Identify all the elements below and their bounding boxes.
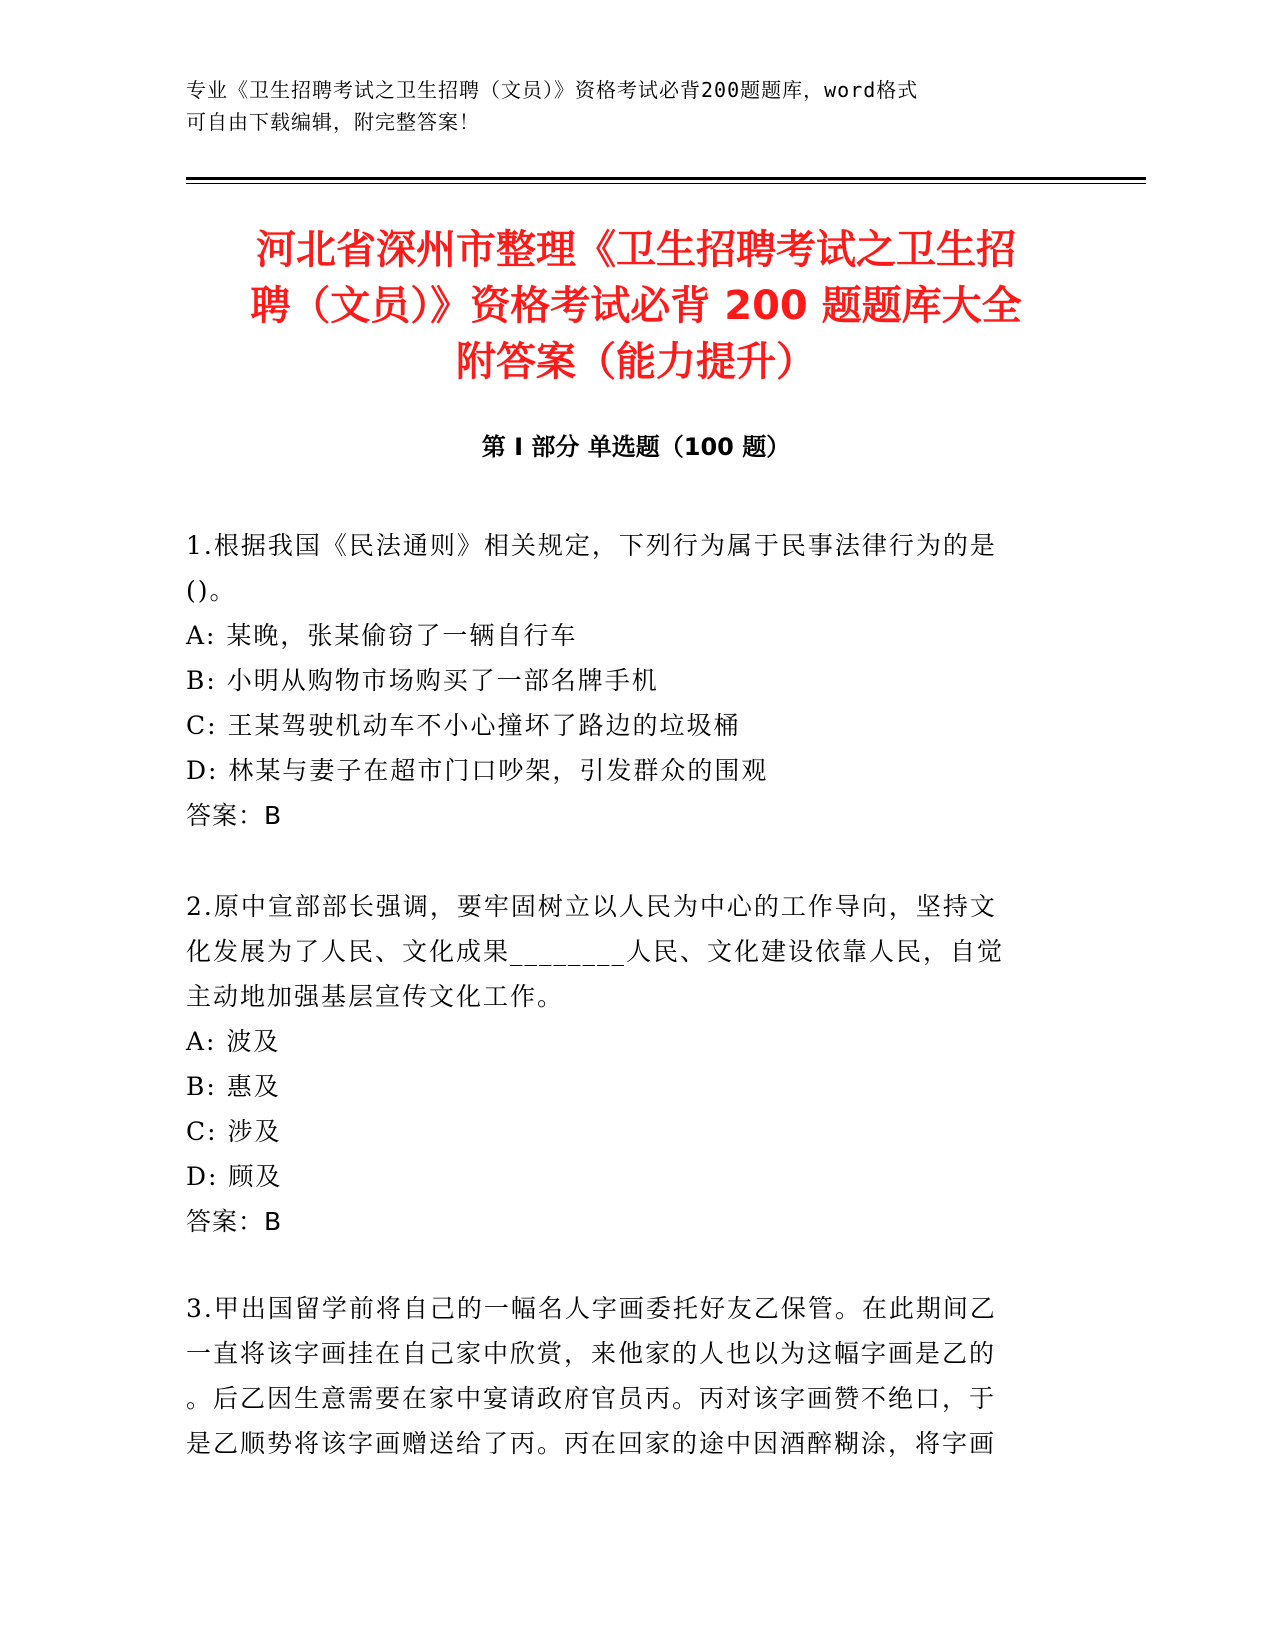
question-stem-line: 1.根据我国《民法通则》相关规定，下列行为属于民事法律行为的是 bbox=[186, 531, 997, 560]
document-title bbox=[186, 222, 1086, 390]
option-a: A: 某晚，张某偷窃了一辆自行车 bbox=[186, 621, 578, 650]
question-3 bbox=[186, 1286, 1056, 1466]
option-b: B: 惠及 bbox=[186, 1072, 281, 1101]
question-stem-line: 3.甲出国留学前将自己的一幅名人字画委托好友乙保管。在此期间乙 bbox=[186, 1294, 997, 1323]
option-b: B: 小明从购物市场购买了一部名牌手机 bbox=[186, 666, 659, 695]
question-stem-line: ()。 bbox=[186, 576, 237, 605]
header-note-line-1: 专业《卫生招聘考试之卫生招聘（文员）》资格考试必背200题题库，word格式 bbox=[186, 78, 919, 102]
question-stem-line: 是乙顺势将该字画赠送给了丙。丙在回家的途中因酒醉糊涂，将字画 bbox=[186, 1429, 997, 1458]
question-1 bbox=[186, 523, 1056, 838]
answer: 答案：B bbox=[186, 1207, 283, 1236]
question-stem-line: 主动地加强基层宣传文化工作。 bbox=[186, 982, 565, 1011]
document-title-line-2: 聘（文员）》资格考试必背 200 题题库大全 bbox=[250, 283, 1022, 329]
option-a: A: 波及 bbox=[186, 1027, 281, 1056]
question-stem-line: 一直将该字画挂在自己家中欣赏，来他家的人也以为这幅字画是乙的 bbox=[186, 1339, 997, 1368]
option-c: C: 涉及 bbox=[186, 1117, 282, 1146]
header-divider-thin bbox=[186, 183, 1146, 184]
answer: 答案：B bbox=[186, 801, 283, 830]
question-2 bbox=[186, 884, 1056, 1244]
question-stem-line: 2.原中宣部部长强调，要牢固树立以人民为中心的工作导向，坚持文 bbox=[186, 892, 997, 921]
document-title-line-1: 河北省深州市整理《卫生招聘考试之卫生招 bbox=[256, 227, 1016, 273]
header-note-line-2: 可自由下载编辑，附完整答案！ bbox=[186, 110, 480, 134]
header-note bbox=[186, 74, 1066, 138]
section-title: 第 I 部分 单选题（100 题） bbox=[481, 433, 791, 461]
option-d: D: 林某与妻子在超市门口吵架，引发群众的围观 bbox=[186, 756, 769, 785]
question-stem-line: 化发展为了人民、文化成果________人民、文化建设依靠人民，自觉 bbox=[186, 937, 1005, 966]
header-divider-thick bbox=[186, 177, 1146, 180]
option-d: D: 顾及 bbox=[186, 1162, 283, 1191]
option-c: C: 王某驾驶机动车不小心撞坏了路边的垃圾桶 bbox=[186, 711, 741, 740]
document-title-line-3: 附答案（能力提升） bbox=[456, 339, 816, 385]
question-stem-line: 。后乙因生意需要在家中宴请政府官员丙。丙对该字画赞不绝口，于 bbox=[186, 1384, 997, 1413]
